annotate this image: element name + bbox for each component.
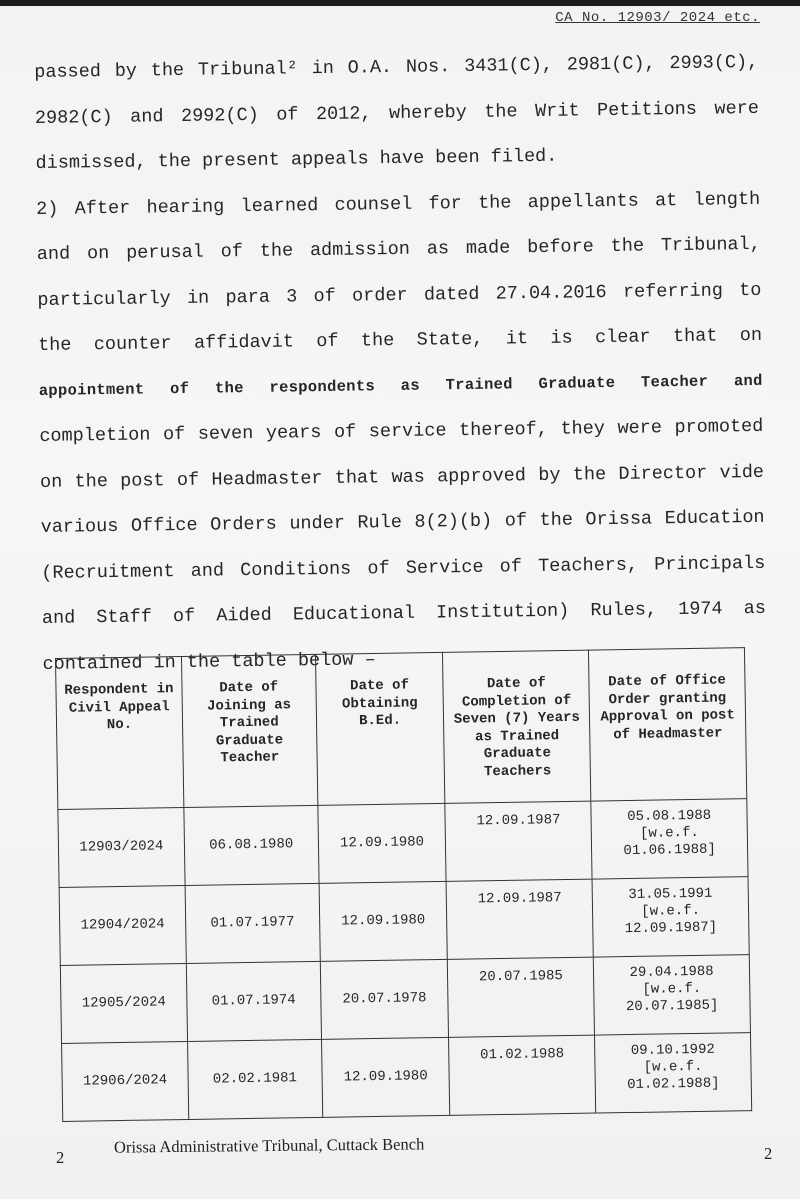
- body-line: dismissed, the present appeals have been filed.: [35, 145, 558, 174]
- cell-bed-date: 12.09.1980: [321, 1037, 450, 1117]
- page-top-edge: [0, 0, 800, 6]
- cell-appeal-no: 12906/2024: [62, 1041, 189, 1121]
- cell-completion-date: 01.02.1988: [449, 1035, 596, 1115]
- wef-date: 01.02.1988]: [627, 1075, 720, 1094]
- body-line: passed by the Tribunal² in O.A. Nos. 3431(C), 2981(C), 2993(C),: [34, 51, 759, 83]
- header-respondent: Respondent in Civil Appeal No.: [56, 657, 184, 810]
- cell-appeal-no: 12905/2024: [60, 963, 187, 1043]
- cell-joining-date: 06.08.1980: [184, 805, 319, 885]
- header-joining-date: Date of Joining as Trained Graduate Teacher: [181, 654, 317, 807]
- office-order-date: 09.10.1992: [630, 1041, 715, 1060]
- cell-bed-date: 20.07.1978: [320, 959, 449, 1039]
- table-row: [59, 877, 749, 966]
- wef-date: 20.07.1985]: [625, 997, 719, 1016]
- header-bed-date: Date of Obtaining B.Ed.: [315, 652, 445, 805]
- body-line: and on perusal of the admission as made before the Tribunal,: [36, 233, 761, 265]
- office-order-date: 31.05.1991: [628, 885, 713, 904]
- table-row: [60, 955, 750, 1044]
- table-header-row: [56, 648, 747, 810]
- promotion-table: [55, 647, 752, 1122]
- body-line: the counter affidavit of the State, it is clear that on: [37, 324, 763, 356]
- cell-office-order: [595, 1033, 752, 1113]
- body-line: various Office Orders under Rule 8(2)(b) of the Orissa Education: [40, 506, 765, 538]
- wef-date: 01.06.1988]: [623, 841, 717, 860]
- page-number: 2: [764, 1144, 773, 1163]
- header-completion-date: Date of Completion of Seven (7) Years as Trained Graduate Teachers: [443, 650, 591, 803]
- wef-label: [w.e.f.: [641, 902, 701, 920]
- body-line: on the post of Headmaster that was approved by the Director vide: [39, 461, 765, 493]
- cell-bed-date: 12.09.1980: [319, 881, 448, 961]
- body-line: contained in the table below –: [42, 648, 376, 675]
- cell-joining-date: 01.07.1974: [186, 961, 321, 1041]
- wef-label: [w.e.f.: [642, 980, 702, 998]
- office-order-date: 29.04.1988: [629, 963, 714, 982]
- footnote-text: Orissa Administrative Tribunal, Cuttack Bench: [113, 1134, 425, 1157]
- body-line: 2982(C) and 2992(C) of 2012, whereby the Writ Petitions were: [34, 97, 760, 129]
- body-line: and Staff of Aided Educational Institution) Rules, 1974 as: [41, 597, 767, 629]
- cell-office-order: [593, 955, 750, 1035]
- body-line: particularly in para 3 of order dated 27.04.2016 referring to: [37, 279, 762, 311]
- wef-date: 12.09.1987]: [624, 919, 718, 938]
- wef-label: [w.e.f.: [643, 1058, 703, 1076]
- body-line: appointment of the respondents as Trained Graduate Teacher and: [38, 371, 763, 400]
- cell-bed-date: 12.09.1980: [317, 803, 446, 883]
- cell-office-order: [591, 799, 748, 879]
- table-row: [58, 799, 748, 888]
- promotion-table-wrapper: [55, 647, 752, 1122]
- cell-completion-date: 12.09.1987: [445, 801, 592, 881]
- office-order-date: 05.08.1988: [627, 807, 712, 826]
- cell-appeal-no: 12903/2024: [58, 807, 185, 887]
- cell-joining-date: 01.07.1977: [185, 883, 320, 963]
- cell-completion-date: 20.07.1985: [448, 957, 595, 1037]
- body-line: (Recruitment and Conditions of Service of Teachers, Principals: [41, 552, 766, 584]
- cell-office-order: [592, 877, 749, 957]
- cell-appeal-no: 12904/2024: [59, 885, 186, 965]
- body-paragraphs: [34, 40, 767, 687]
- body-line: 2) After hearing learned counsel for the appellants at length: [36, 188, 761, 220]
- header-office-order-date: Date of Office Order granting Approval on post of Headmaster: [589, 648, 747, 801]
- cell-joining-date: 02.02.1981: [187, 1039, 322, 1119]
- case-number: CA No. 12903/ 2024 etc.: [555, 10, 760, 26]
- footnote-number: 2: [56, 1148, 65, 1167]
- body-line: completion of seven years of service thereof, they were promoted: [39, 415, 764, 447]
- cell-completion-date: 12.09.1987: [447, 879, 594, 959]
- table-row: [62, 1033, 752, 1122]
- wef-label: [w.e.f.: [639, 824, 699, 842]
